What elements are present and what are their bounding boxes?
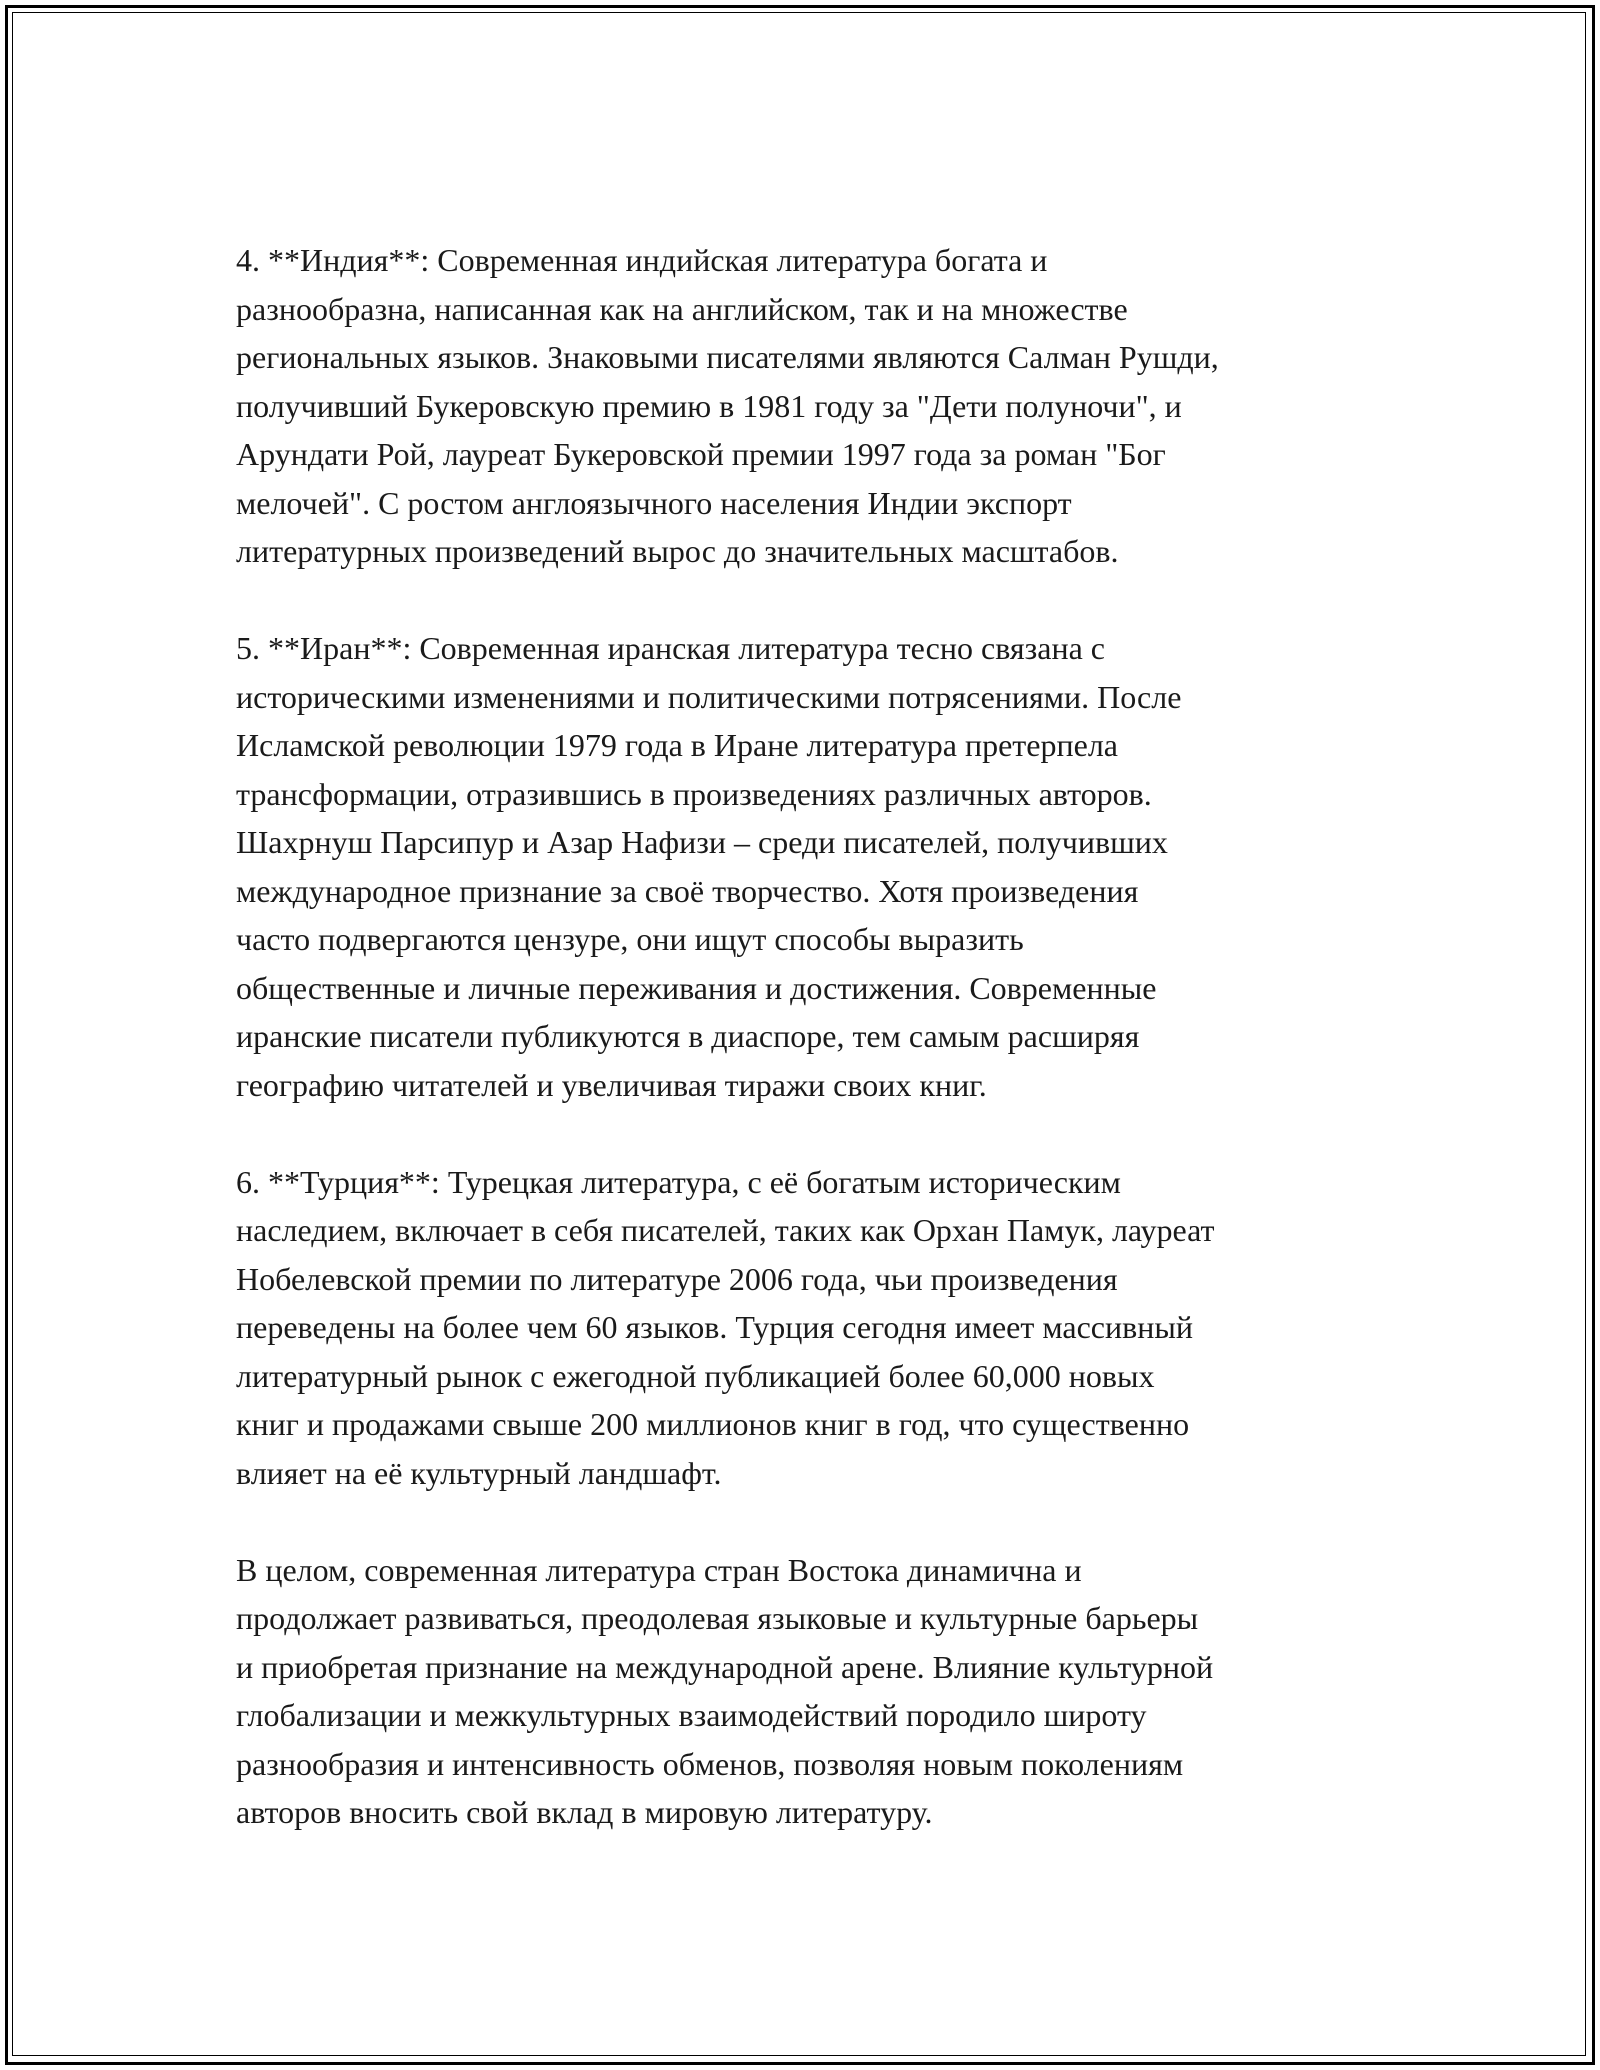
text-line: 6. **Турция**: Турецкая литература, с её богатым историческим xyxy=(236,1163,1121,1200)
text-line: Арундати Рой, лауреат Букеровской премии 1997 года за роман "Бог xyxy=(236,436,1166,472)
text-line: разнообразия и интенсивность обменов, позволяя новым поколениям xyxy=(236,1745,1184,1782)
text-line: Шахрнуш Парсипур и Азар Нафизи – среди писателей, получивших xyxy=(236,824,1168,860)
text-line: иранские писатели публикуются в диаспоре, тем самым расширяя xyxy=(236,1018,1140,1054)
paragraph-turkey xyxy=(236,1158,1376,1498)
text-line: глобализации и межкультурных взаимодействий породило широту xyxy=(236,1697,1147,1733)
text-line: часто подвергаются цензуре, они ищут способы выразить xyxy=(236,921,1024,957)
text-line: трансформации, отразившись в произведениях различных авторов. xyxy=(236,775,1152,812)
text-line: литературных произведений вырос до значительных масштабов. xyxy=(236,533,1119,569)
text-line: Исламской революции 1979 года в Иране литература претерпела xyxy=(236,727,1118,763)
text-line: В целом, современная литература стран Востока динамична и xyxy=(236,1551,1082,1588)
text-line: переведены на более чем 60 языков. Турция сегодня имеет массивный xyxy=(236,1309,1193,1345)
text-line: общественные и личные переживания и достижения. Современные xyxy=(236,969,1157,1006)
text-line: авторов вносить свой вклад в мировую литературу. xyxy=(236,1794,933,1830)
paragraph-conclusion xyxy=(236,1546,1376,1837)
text-line: влияет на её культурный ландшафт. xyxy=(236,1454,722,1491)
document-body xyxy=(236,236,1376,1885)
text-line: Нобелевской премии по литературе 2006 года, чьи произведения xyxy=(236,1260,1118,1297)
text-line: историческими изменениями и политическими потрясениями. После xyxy=(236,678,1182,715)
text-line: книг и продажами свыше 200 миллионов книг в год, что существенно xyxy=(236,1406,1190,1442)
text-line: разнообразна, написанная как на английском, так и на множестве xyxy=(236,290,1128,327)
text-line: региональных языков. Знаковыми писателями являются Салман Рушди, xyxy=(236,339,1219,375)
text-line: и приобретая признание на международной арене. Влияние культурной xyxy=(236,1648,1214,1685)
text-line: 4. **Индия**: Современная индийская литература богата и xyxy=(236,242,1048,278)
text-line: мелочей". С ростом англоязычного населения Индии экспорт xyxy=(236,484,1072,521)
text-line: наследием, включает в себя писателей, таких как Орхан Памук, лауреат xyxy=(236,1212,1215,1248)
text-line: географию читателей и увеличивая тиражи своих книг. xyxy=(236,1066,987,1103)
text-line: международное признание за своё творчество. Хотя произведения xyxy=(236,872,1139,909)
paragraph-iran xyxy=(236,624,1376,1109)
text-line: продолжает развиваться, преодолевая языковые и культурные барьеры xyxy=(236,1600,1199,1636)
text-line: 5. **Иран**: Современная иранская литература тесно связана с xyxy=(236,630,1105,666)
paragraph-india xyxy=(236,236,1376,576)
text-line: получивший Букеровскую премию в 1981 году за "Дети полуночи", и xyxy=(236,387,1182,424)
text-line: литературный рынок с ежегодной публикацией более 60,000 новых xyxy=(236,1357,1155,1394)
